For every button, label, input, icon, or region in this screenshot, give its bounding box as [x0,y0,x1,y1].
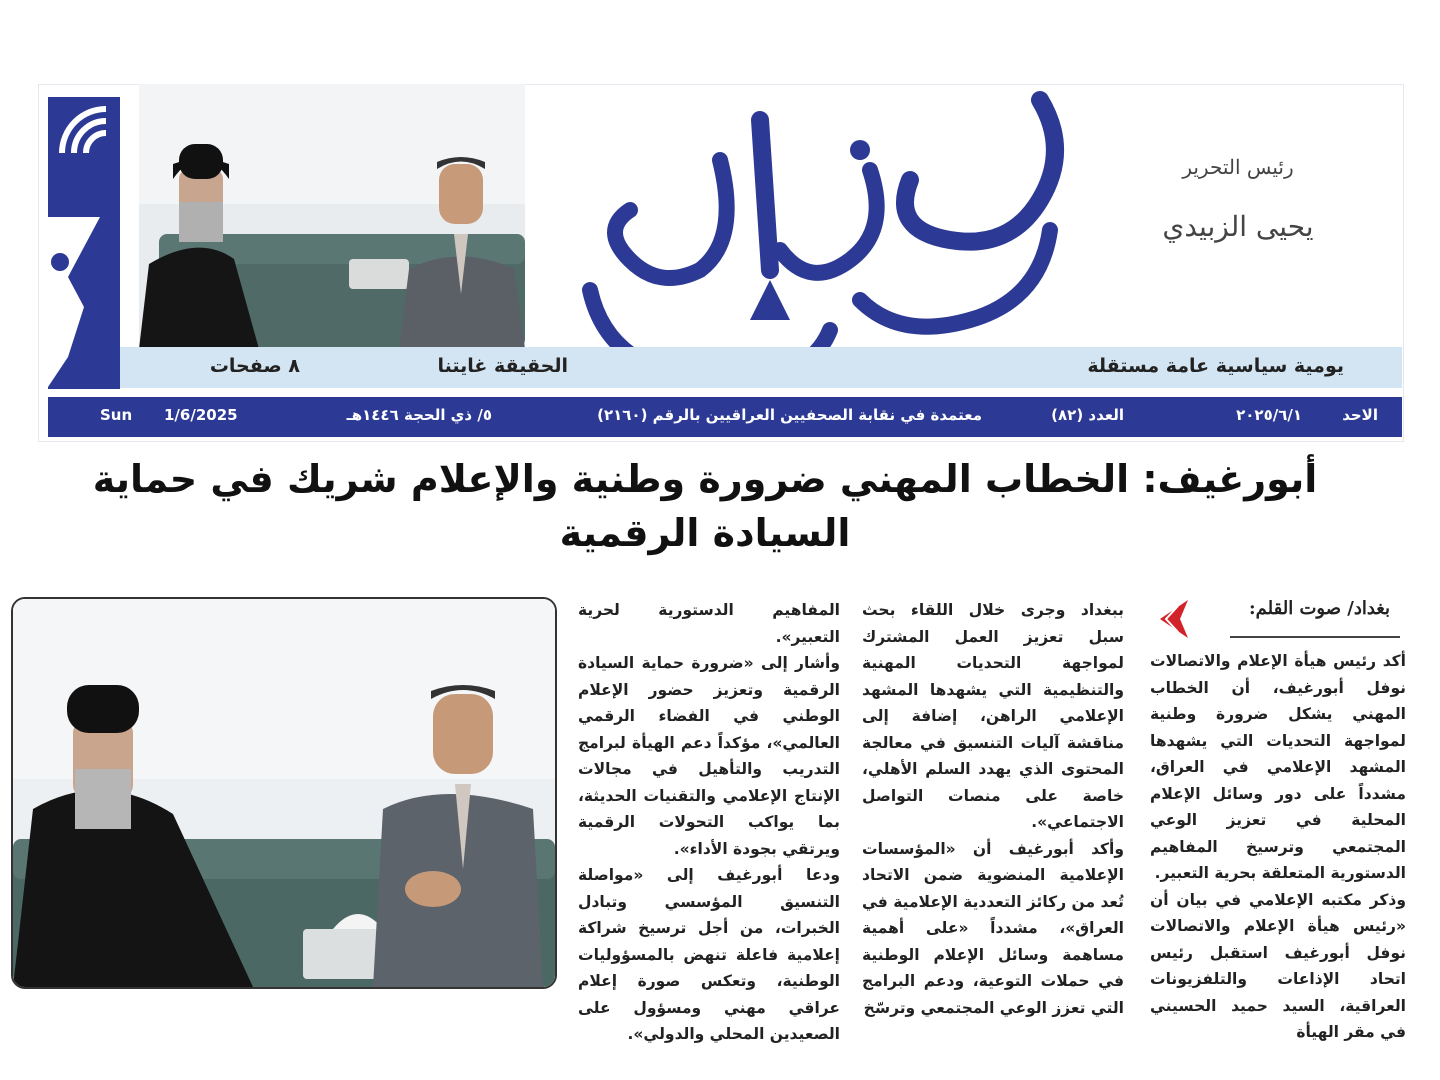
col3-paragraph: المفاهيم الدستورية لحرية التعبير». [578,601,840,646]
headline-line-2: السيادة الرقمية [559,511,851,555]
signal-arc-icon [56,103,112,159]
day-english: Sun [100,406,133,424]
col1-paragraph: وذكر مكتبه الإعلامي في بيان أن «رئيس هيأة الإعلام والاتصالات نوفل أبورغيف استقبل رئيس اتحاد الإذاعات والتلفزيونات العراقية، السيد حميد الحسيني في مقر الهيأة [1150,890,1406,1041]
article-column-3 [578,597,840,1048]
tagline: يومية سياسية عامة مستقلة [1087,355,1344,377]
motto: الحقيقة غايتنا [437,355,568,377]
editor-label: رئيس التحرير [1182,155,1294,179]
col3-paragraph: ودعا أبورغيف إلى «مواصلة التنسيق المؤسسي وتبادل الخبرات، من أجل ترسيخ شراكة إعلامية فاعلة تنهض بالمسؤوليات الوطنية، وتعكس صورة إعلام عراقي مهني ومسؤول على الصعيدين المحلي والدولي». [578,866,840,1043]
hijri-date: ٥/ ذي الحجة ١٤٤٦هـ [346,406,492,424]
pen-nib-icon [48,217,120,387]
headline-line-1: أبورغيف: الخطاب المهني ضرورة وطنية والإعلام شريك في حماية [92,457,1318,501]
issue-number: العدد (٨٢) [1051,406,1124,424]
day-arabic: الاحد [1342,406,1378,424]
editor-name: يحيى الزبيدي [1162,210,1314,243]
byline-text: بغداد/ صوت القلم: [1249,598,1390,619]
header-photo [139,84,525,349]
article-column-1 [1150,648,1406,1046]
article-headline [60,452,1350,560]
article-photo [11,597,557,989]
page-count: ٨ صفحات [209,355,300,377]
accreditation: معتمدة في نقابة الصحفيين العراقيين بالرقم (٢١٦٠) [597,406,982,424]
article-column-2 [862,597,1124,1021]
date-bar [48,397,1402,437]
col3-paragraph: وأشار إلى «ضرورة حماية السيادة الرقمية وتعزيز حضور الإعلام الوطني في الفضاء الرقمي العالمي»، مؤكداً دعم الهيأة لبرامج التدريب والتأهيل في مجالات الإنتاج الإعلامي والتقنيات الحديثة، بما يواكب التحولات الرقمية ويرتقي بجودة الأداء». [578,654,840,858]
date-english: 1/6/2025 [164,406,238,424]
col2-paragraph: ببغداد وجرى خلال اللقاء بحث سبل تعزيز العمل المشترك لمواجهة التحديات المهنية والتنظيمية التي يشهدها المشهد الإعلامي الراهن، إضافة إلى مناقشة آليات التنسيق في معالجة المحتوى الذي يهدد السلم الأهلي، خاصة على منصات التواصل الاجتماعي». [862,601,1124,831]
col1-paragraph: أكد رئيس هيأة الإعلام والاتصالات نوفل أبورغيف، أن الخطاب المهني يشكل ضرورة وطنية لمواجهة التحديات التي يشهدها المشهد الإعلامي في العراق، مشدداً على دور وسائل الإعلام المحلية في تعزيز الوعي المجتمعي وترسيخ المفاهيم الدستورية المتعلقة بحرية التعبير. [1150,652,1406,882]
byline [1230,596,1400,638]
date-arabic: ٢٠٢٥/٦/١ [1236,406,1302,424]
masthead-title-calligraphy [570,90,1080,390]
red-arrow-icon [1154,598,1194,640]
newspaper-logo [48,97,120,389]
col2-paragraph: وأكد أبورغيف أن «المؤسسات الإعلامية المنضوية ضمن الاتحاد تُعد من ركائز التعددية الإعلامية في العراق»، مشدداً «على أهمية مساهمة وسائل الإعلام الوطنية في حملات التوعية، ودعم البرامج التي تعزز الوعي المجتمعي وترسّخ [862,839,1124,1017]
